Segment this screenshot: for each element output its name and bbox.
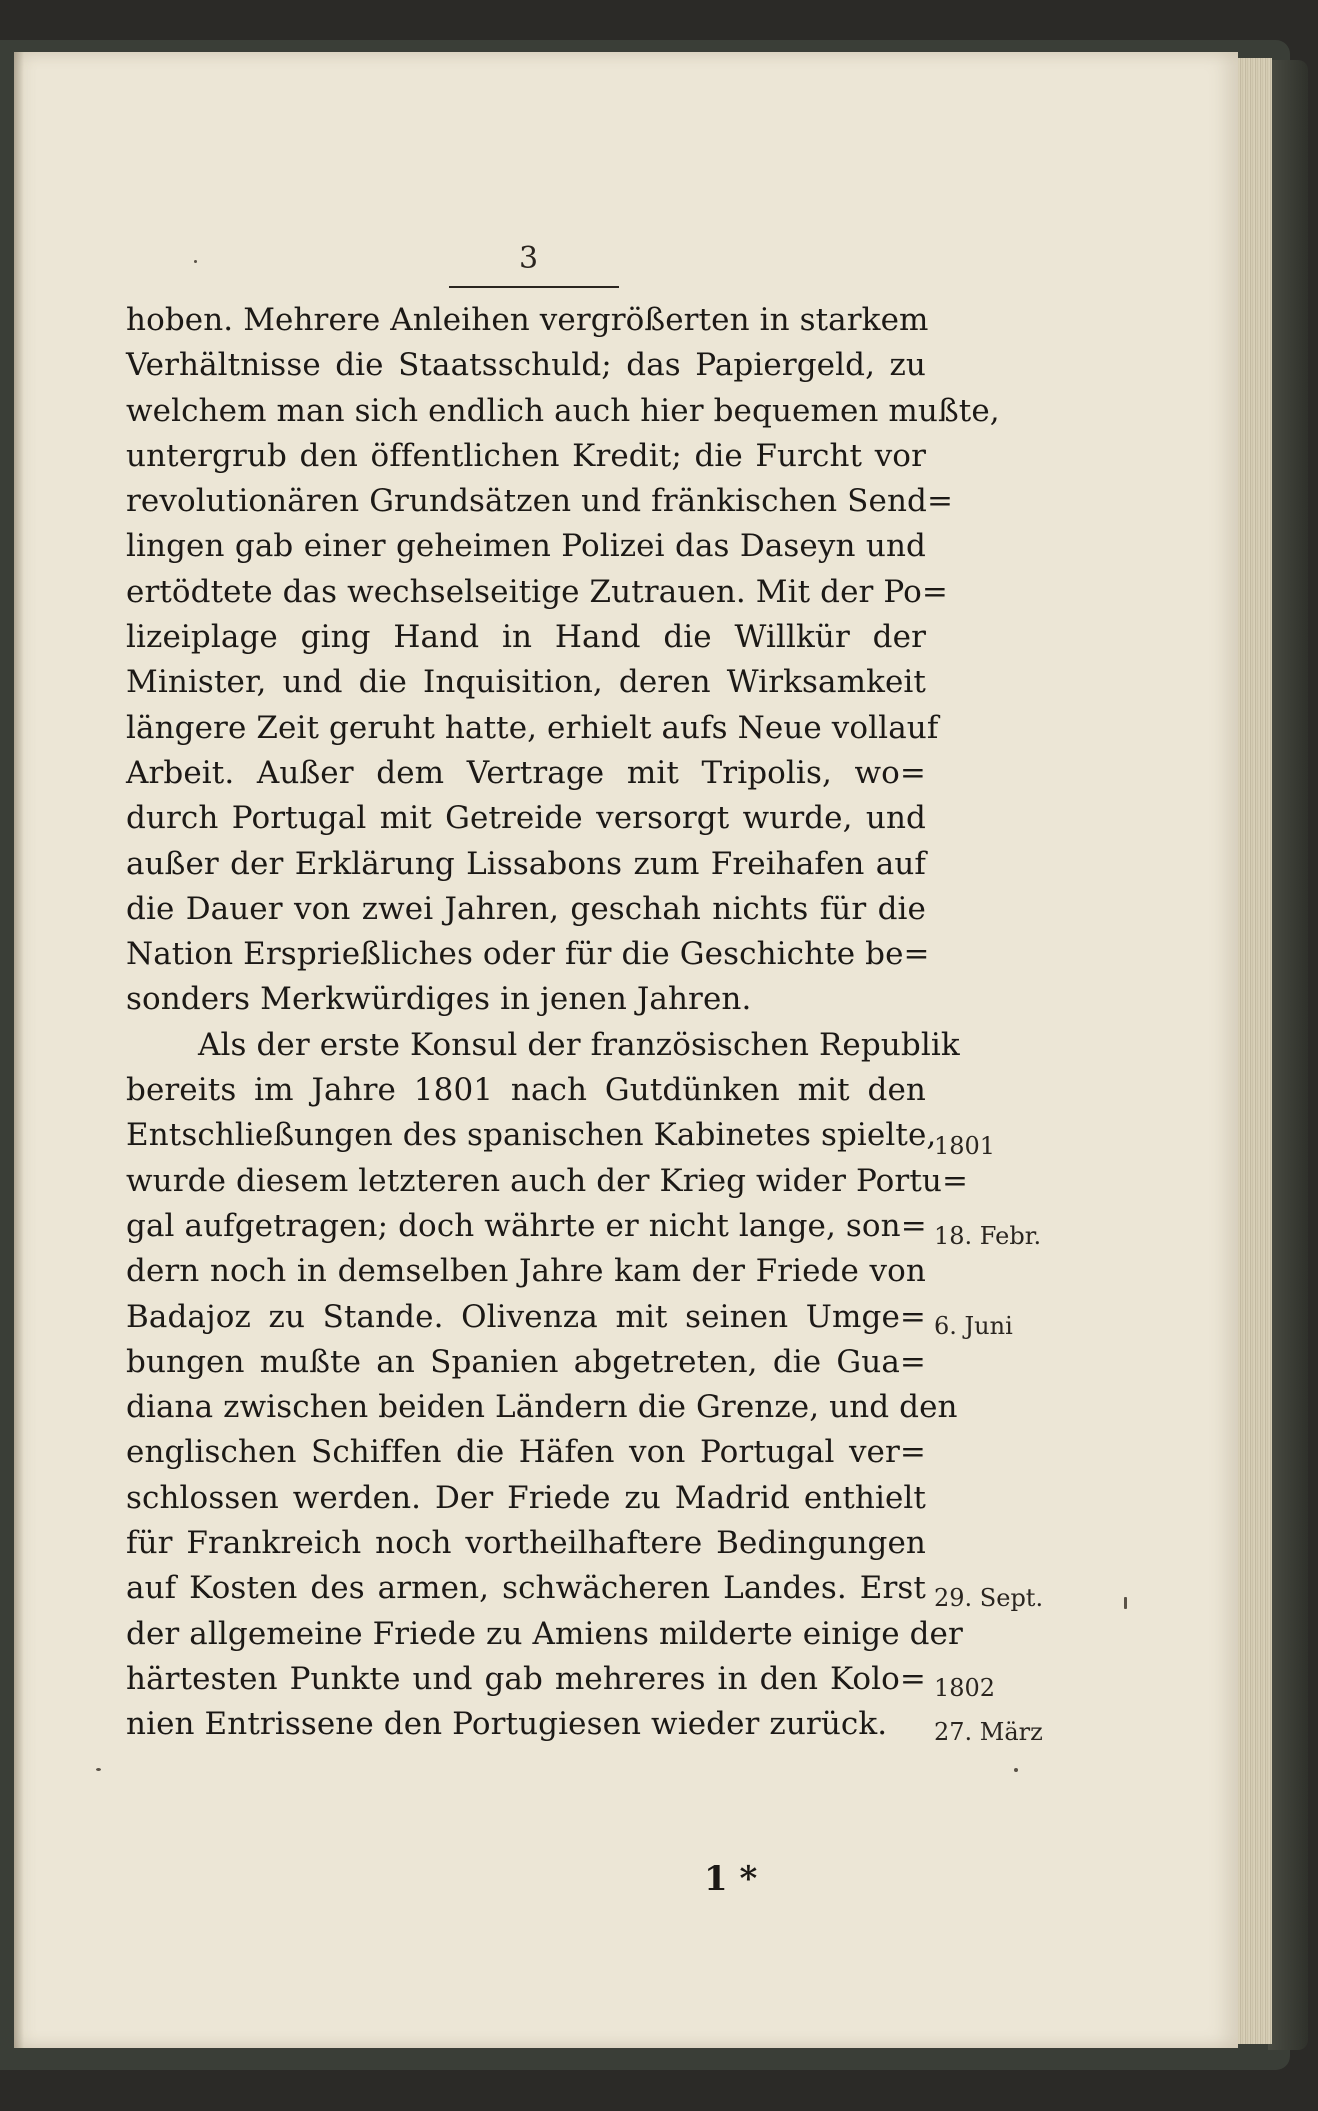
margin-date-note: 6. Juni (934, 1312, 1013, 1340)
text-line: lizeiplage ging Hand in Hand die Willkür der (126, 619, 926, 656)
paragraph-start-line: Als der erste Konsul der französischen Republik (198, 1026, 960, 1063)
text-line: Nation Ersprießliches oder für die Geschichte be= (126, 936, 930, 973)
paper-speck (1014, 1768, 1018, 1772)
margin-date-note: 29. Sept. (934, 1584, 1044, 1612)
text-line: Arbeit. Außer dem Vertrage mit Tripolis, wo= (126, 754, 926, 791)
text-line: hoben. Mehrere Anleihen vergrößerten in starkem (126, 302, 929, 338)
text-line: welchem man sich endlich auch hier bequemen mußte, (126, 392, 1000, 429)
paragraph-end-line: sonders Merkwürdiges in jenen Jahren. (126, 981, 752, 1018)
text-line: Verhältnisse die Staatsschuld; das Papiergeld, zu (126, 347, 926, 384)
text-line: revolutionären Grundsätzen und fränkischen Send= (126, 483, 954, 520)
text-line: außer der Erklärung Lissabons zum Freihafen auf (126, 845, 926, 882)
margin-date-note: 1802 (934, 1674, 996, 1702)
text-line: ertödtete das wechselseitige Zutrauen. Mit der Po= (126, 573, 948, 610)
margin-date-note: 1801 (934, 1132, 996, 1160)
margin-date-note: 18. Febr. (934, 1222, 1042, 1250)
margin-date-note: 27. März (934, 1718, 1043, 1746)
book-page (14, 52, 1238, 2048)
text-line: Badajoz zu Stande. Olivenza mit seinen Umge= (126, 1298, 926, 1335)
paper-speck (1124, 1597, 1127, 1609)
signature-mark: 1 * (704, 1859, 758, 1899)
book-cover-edge (1268, 60, 1308, 2050)
text-line: lingen gab einer geheimen Polizei das Daseyn und (126, 528, 926, 565)
text-line: der allgemeine Friede zu Amiens milderte einige der (126, 1615, 963, 1652)
text-line: schlossen werden. Der Friede zu Madrid enthielt (126, 1479, 926, 1516)
text-line: diana zwischen beiden Ländern die Grenze, und den (126, 1389, 958, 1426)
text-line: englischen Schiffen die Häfen von Portugal ver= (126, 1434, 926, 1471)
text-line: längere Zeit geruht hatte, erhielt aufs Neue vollauf (126, 709, 939, 746)
text-line: bereits im Jahre 1801 nach Gutdünken mit den (126, 1072, 926, 1109)
text-line: für Frankreich noch vortheilhaftere Bedingungen (126, 1525, 926, 1562)
text-line: die Dauer von zwei Jahren, geschah nichts für die (126, 890, 926, 927)
paragraph-end-line: nien Entrissene den Portugiesen wieder zurück. (126, 1706, 888, 1743)
text-line: Minister, und die Inquisition, deren Wirksamkeit (126, 664, 926, 701)
text-line: auf Kosten des armen, schwächeren Landes. Erst (126, 1570, 926, 1607)
text-line: wurde diesem letzteren auch der Krieg wider Portu= (126, 1162, 969, 1199)
paper-speck (96, 1768, 101, 1771)
page-number: 3 (519, 241, 539, 276)
text-line: Entschließungen des spanischen Kabinetes spielte, (126, 1117, 937, 1154)
text-line: gal aufgetragen; doch währte er nicht lange, son= (126, 1207, 927, 1244)
text-line: bungen mußte an Spanien abgetreten, die Gua= (126, 1343, 926, 1380)
text-line: härtesten Punkte und gab mehreres in den Kolo= (126, 1660, 926, 1697)
text-line: durch Portugal mit Getreide versorgt wurde, und (126, 800, 926, 837)
page-block-edges (1236, 58, 1272, 2044)
paper-speck (194, 260, 197, 263)
text-line: untergrub den öffentlichen Kredit; die Furcht vor (126, 437, 926, 474)
header-rule (449, 286, 619, 288)
text-line: dern noch in demselben Jahre kam der Friede von (126, 1253, 926, 1290)
gutter-shadow (14, 52, 24, 2048)
